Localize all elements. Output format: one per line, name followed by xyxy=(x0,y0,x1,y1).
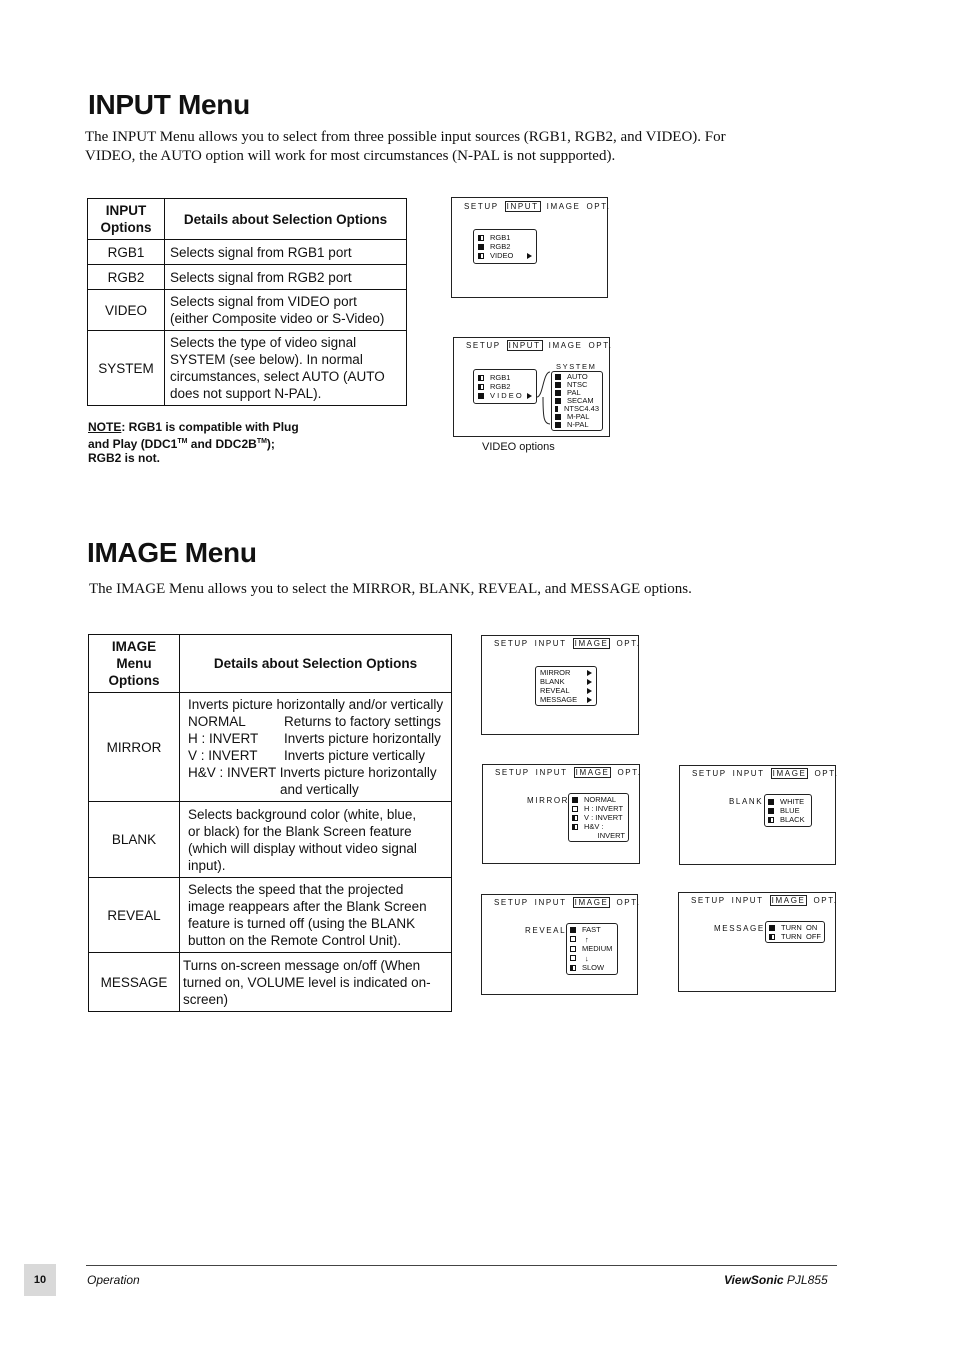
image-options-table xyxy=(88,634,452,1012)
half-checkbox-icon xyxy=(478,235,484,241)
osd-video-screen xyxy=(453,337,613,437)
input-note: NOTE: RGB1 is compatible with Plug and Play (DDC1™ and DDC2B™); RGB2 is not. xyxy=(88,420,299,465)
arrow-right-icon xyxy=(587,697,592,703)
arrow-right-icon xyxy=(527,393,532,399)
filled-checkbox-icon xyxy=(478,244,484,250)
table-row: REVEAL Selects the speed that the projected image reappears after the Blank Screen feature is turned off (using the BLANK button on the Remote Control Unit). xyxy=(89,878,452,953)
table-row: RGB2 Selects signal from RGB2 port xyxy=(88,265,407,290)
osd-reveal-screen: SETUP INPUT IMAGE OPT. REVEAL FAST ↑ MEDIUM ↓ SLOW xyxy=(481,894,638,995)
osd-menubar: SETUP INPUT IMAGE OPT. xyxy=(494,639,641,648)
osd-image-list: MIRROR BLANK REVEAL MESSAGE xyxy=(535,666,597,706)
table-header: Details about Selection Options xyxy=(165,199,407,240)
osd-system-list: AUTO NTSC PAL SECAM NTSC4.43 M-PAL N-PAL xyxy=(551,371,603,431)
osd-menubar: SETUP INPUT IMAGE OPT. xyxy=(466,341,613,350)
half-checkbox-icon xyxy=(478,253,484,259)
table-row: SYSTEM Selects the type of video signal SYSTEM (see below). In normal circumstances, select AUTO (AUTO does not support N-PAL). xyxy=(88,331,407,406)
arrow-down-icon: ↓ xyxy=(585,953,589,963)
osd-input-list: RGB1 RGB2 V I D E O xyxy=(473,369,537,404)
osd-menubar: SETUP INPUT IMAGE OPT. xyxy=(494,898,641,907)
footer-brand: ViewSonic PJL855 xyxy=(724,1273,828,1287)
osd-message-screen: SETUP INPUT IMAGE OPT. MESSAGE TURN ON TURN OFF xyxy=(678,892,836,992)
input-options-table xyxy=(87,198,407,406)
osd-menubar: SETUP INPUT IMAGE OPT. xyxy=(464,202,611,211)
image-intro: The IMAGE Menu allows you to select the MIRROR, BLANK, REVEAL, and MESSAGE options. xyxy=(89,581,692,597)
video-options-caption: VIDEO options xyxy=(482,441,555,453)
osd-blank-list: WHITE BLUE BLACK xyxy=(764,794,812,827)
osd-menubar: SETUP INPUT IMAGE OPT. xyxy=(691,896,838,905)
table-header: IMAGE Menu Options xyxy=(89,635,180,693)
input-menu-title: INPUT Menu xyxy=(88,89,250,120)
osd-menubar: SETUP INPUT IMAGE OPT. xyxy=(495,768,642,777)
arrow-right-icon xyxy=(587,670,592,676)
table-header: INPUT Options xyxy=(88,199,165,240)
half-checkbox-icon xyxy=(478,384,484,390)
table-row: VIDEO Selects signal from VIDEO port (either Composite video or S-Video) xyxy=(88,290,407,331)
table-row: BLANK Selects background color (white, blue, or black) for the Blank Screen feature (which will display without video signal input). xyxy=(89,802,452,878)
footer-rule xyxy=(86,1265,837,1266)
table-row: MESSAGE Turns on-screen message on/off (When turned on, VOLUME level is indicated on- screen) xyxy=(89,953,452,1012)
image-menu-title: IMAGE Menu xyxy=(87,537,257,568)
osd-image-screen xyxy=(481,635,639,735)
osd-input-list: RGB1 RGB2 VIDEO xyxy=(473,229,537,264)
filled-checkbox-icon xyxy=(478,393,484,399)
input-intro: The INPUT Menu allows you to select from three possible input sources (RGB1, RGB2, and VIDEO). For VIDEO, the AUTO option will work for most circumstances (N-PAL is not suppported). xyxy=(85,129,726,164)
osd-system-label: SYSTEM xyxy=(556,362,597,371)
footer-section: Operation xyxy=(87,1273,140,1287)
arrow-up-icon: ↑ xyxy=(585,934,589,944)
arrow-right-icon xyxy=(527,253,532,259)
osd-reveal-list: FAST ↑ MEDIUM ↓ SLOW xyxy=(566,923,618,975)
osd-message-list: TURN ON TURN OFF xyxy=(765,921,825,943)
table-row: MIRROR Inverts picture horizontally and/or vertically NORMAL Returns to factory settings H : INVERT Inverts picture horizontally V : INVERT Inverts picture vertically H&V : INVERT Inverts picture horizontally and vertically xyxy=(89,693,452,802)
osd-input-screen xyxy=(451,197,611,298)
osd-blank-screen: SETUP INPUT IMAGE OPT. BLANK WHITE BLUE BLACK xyxy=(679,765,836,865)
table-header: Details about Selection Options xyxy=(180,635,452,693)
arrow-right-icon xyxy=(587,688,592,694)
page-number: 10 xyxy=(24,1264,56,1296)
arrow-right-icon xyxy=(587,679,592,685)
osd-menubar: SETUP INPUT IMAGE OPT. xyxy=(692,769,839,778)
half-checkbox-icon xyxy=(478,375,484,381)
osd-mirror-list: NORMAL H : INVERT V : INVERT H&V : INVERT xyxy=(568,793,629,842)
table-row: RGB1 Selects signal from RGB1 port xyxy=(88,240,407,265)
connector-bracket-icon xyxy=(537,368,551,428)
osd-mirror-screen: SETUP INPUT IMAGE OPT. MIRROR NORMAL H : INVERT V : INVERT H&V : INVERT xyxy=(482,764,640,864)
